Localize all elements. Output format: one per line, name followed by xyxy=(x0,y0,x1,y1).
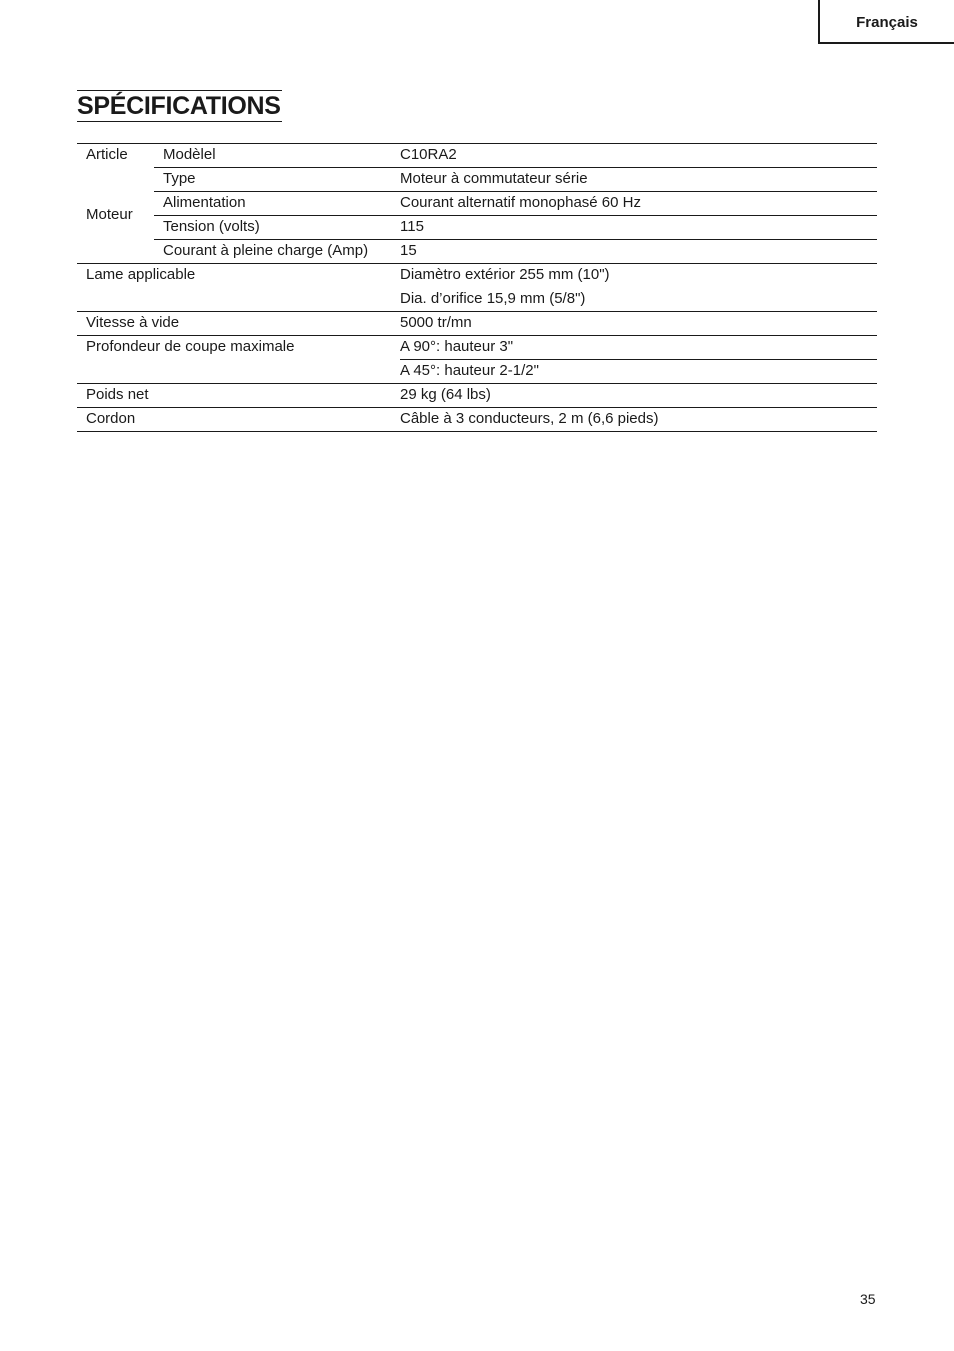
language-tab xyxy=(818,0,954,44)
depth-45-value: A 45°: hauteur 2-1/2" xyxy=(400,362,539,379)
model-label: Modèlel xyxy=(163,146,216,163)
type-value: Moteur à commutateur série xyxy=(400,170,588,187)
blade-label: Lame applicable xyxy=(86,266,196,283)
blade-bore-value: Dia. d’orifice 15,9 mm (5/8") xyxy=(400,290,586,307)
weight-label: Poids net xyxy=(86,386,149,403)
article-label: Article xyxy=(86,146,128,163)
power-value: Courant alternatif monophasé 60 Hz xyxy=(400,194,641,211)
voltage-value: 115 xyxy=(400,218,424,235)
blade-diameter-value: Diamètro extérior 255 mm (10") xyxy=(400,266,610,283)
table-rule xyxy=(77,431,877,432)
cord-label: Cordon xyxy=(86,410,136,427)
speed-label: Vitesse à vide xyxy=(86,314,180,331)
power-label: Alimentation xyxy=(163,194,246,211)
depth-label: Profondeur de coupe maximale xyxy=(86,338,295,355)
weight-value: 29 kg (64 lbs) xyxy=(400,386,491,403)
current-label: Courant à pleine charge (Amp) xyxy=(163,242,369,259)
motor-label: Moteur xyxy=(86,206,133,223)
page-title: SPÉCIFICATIONS xyxy=(77,92,281,120)
speed-value: 5000 tr/mn xyxy=(400,314,472,331)
voltage-label: Tension (volts) xyxy=(163,218,260,235)
page-number: 35 xyxy=(860,1291,876,1307)
table-rule xyxy=(77,311,877,312)
cord-value: Câble à 3 conducteurs, 2 m (6,6 pieds) xyxy=(400,410,659,427)
model-value: C10RA2 xyxy=(400,146,457,163)
type-label: Type xyxy=(163,170,196,187)
language-label: Français xyxy=(856,14,918,31)
table-rule xyxy=(154,215,877,216)
current-value: 15 xyxy=(400,242,417,259)
depth-90-value: A 90°: hauteur 3" xyxy=(400,338,514,355)
